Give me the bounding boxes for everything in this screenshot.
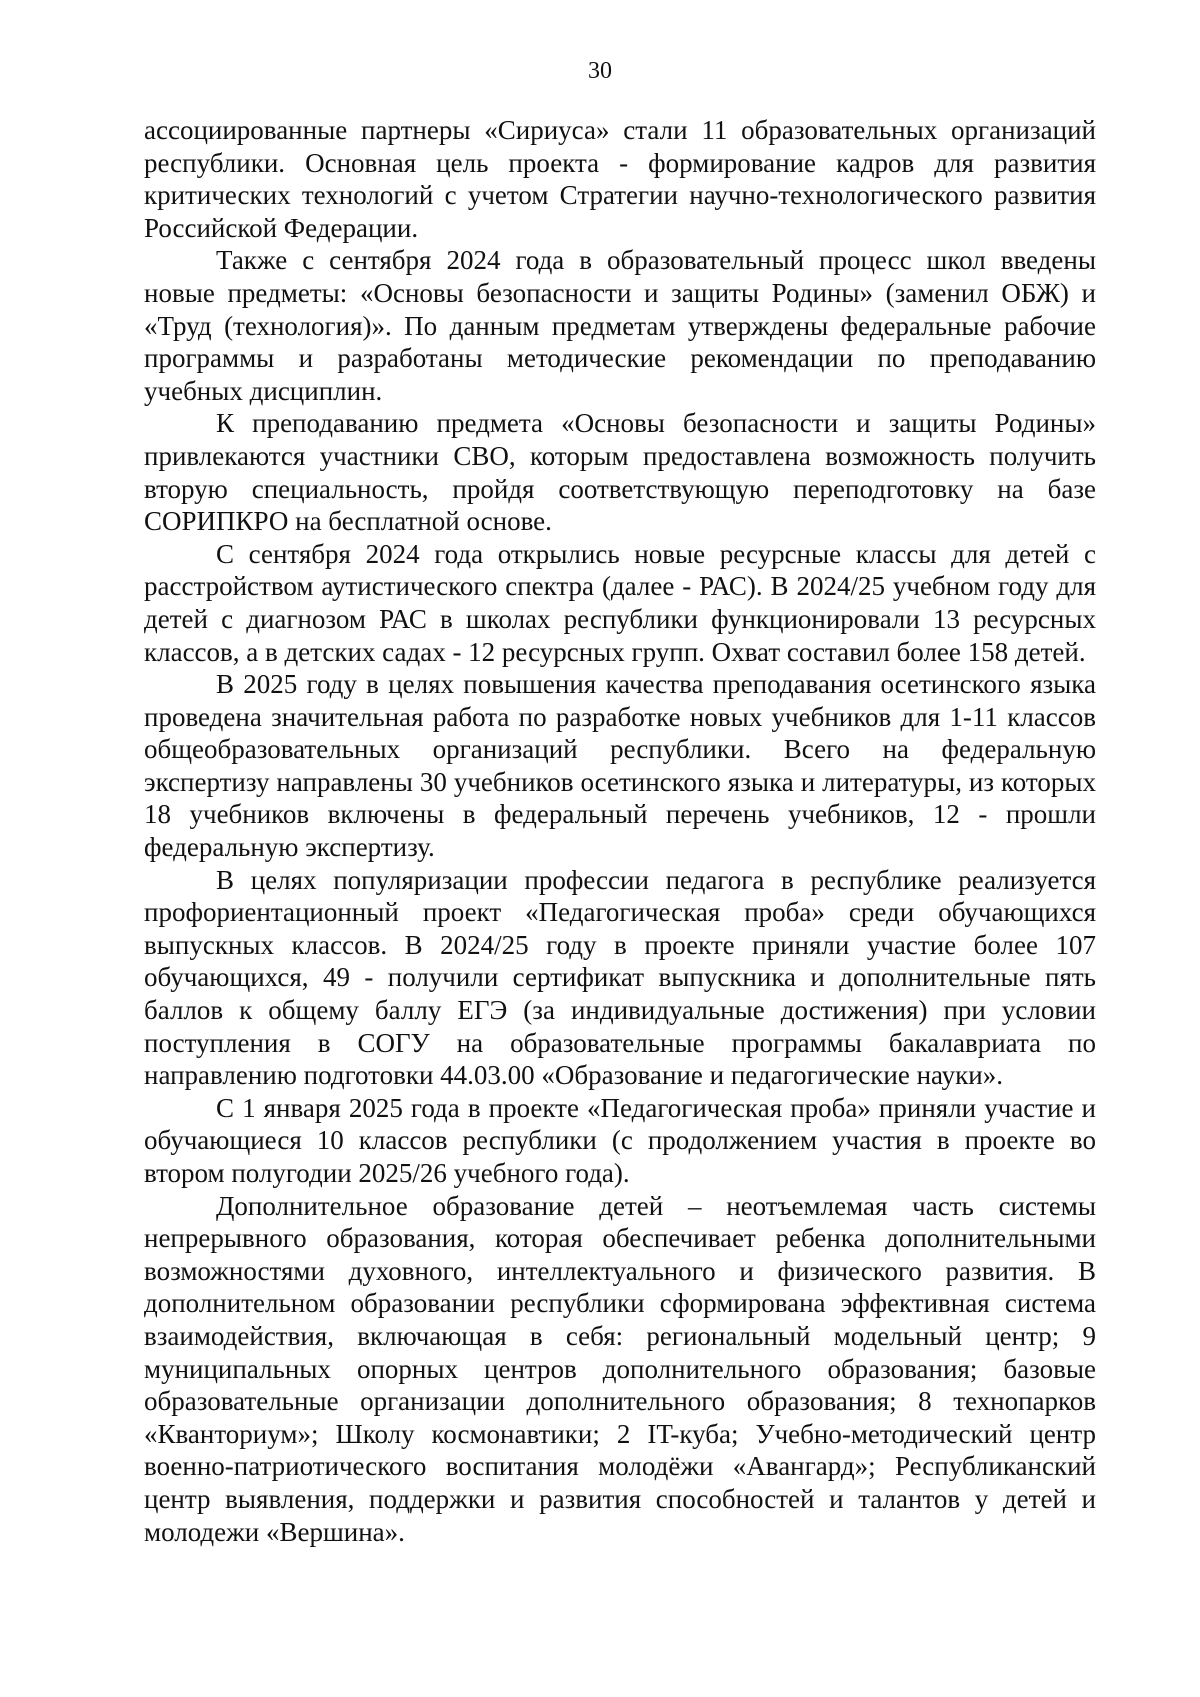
page-number: 30 [588,58,612,84]
document-body [144,114,1096,1548]
paragraph-resource-classes: С сентября 2024 года открылись новые ресурсные классы для детей с расстройством аутистического спектра (далее - РАС). В 2024/25 учебном году для детей с диагнозом РАС в школах республики функционировали 13 ресурсных классов, а в детских садах - 12 ресурсных групп. Охват составил более 158 детей. [144,538,1096,667]
paragraph-new-subjects: Также с сентября 2024 года в образовательный процесс школ введены новые предметы: «Основы безопасности и защиты Родины» (заменил ОБЖ) и «Труд (технология)». По данным предметам утверждены федеральные рабочие программы и разработаны методические рекомендации по преподаванию учебных дисциплин. [144,245,1096,406]
paragraph-tenth-grade-trial: С 1 января 2025 года в проекте «Педагогическая проба» приняли участие и обучающиеся 10 классов республики (с продолжением участия в проекте во втором полугодии 2025/26 учебного года). [144,1092,1096,1188]
paragraph-ossetian-textbooks: В 2025 году в целях повышения качества преподавания осетинского языка проведена значительная работа по разработке новых учебников для 1-11 классов общеобразовательных организаций республики. Всего на федеральную экспертизу направлены 30 учебников осетинского языка и литературы, из которых 18 учебников включены в федеральный перечень учебников, 12 - прошли федеральную экспертизу. [144,669,1096,863]
paragraph-svo-teachers: К преподаванию предмета «Основы безопасности и защиты Родины» привлекаются участники СВО, которым предоставлена возможность получить вторую специальность, пройдя соответствующую переподготовку на базе СОРИПКРО на бесплатной основе. [144,408,1096,537]
paragraph-sirius-partners: ассоциированные партнеры «Сириуса» стали 11 образовательных организаций республики. Основная цель проекта - формирование кадров для развития критических технологий с учетом Стратегии научно-технологического развития Российской Федерации. [144,115,1096,243]
paragraph-pedagogical-trial: В целях популяризации профессии педагога в республике реализуется профориентационный проект «Педагогическая проба» среди обучающихся выпускных классов. В 2024/25 году в проекте приняли участие более 107 обучающихся, 49 - получили сертификат выпускника и дополнительные пять баллов к общему баллу ЕГЭ (за индивидуальные достижения) при условии поступления в СОГУ на образовательные программы бакалавриата по направлению подготовки 44.03.00 «Образование и педагогические науки». [144,864,1096,1091]
paragraph-additional-education: Дополнительное образование детей – неотъемлемая часть системы непрерывного образования, которая обеспечивает ребенка дополнительными возможностями духовного, интеллектуального и физического развития. В дополнительном образовании республики сформирована эффективная система взаимодействия, включающая в себя: региональный модельный центр; 9 муниципальных опорных центров дополнительного образования; базовые образовательные организации дополнительного образования; 8 технопарков «Кванториум»; Школу космонавтики; 2 IT-куба; Учебно-методический центр военно-патриотического воспитания молодёжи «Авангард»; Республиканский центр выявления, поддержки и развития способностей и талантов у детей и молодежи «Вершина». [144,1190,1096,1547]
